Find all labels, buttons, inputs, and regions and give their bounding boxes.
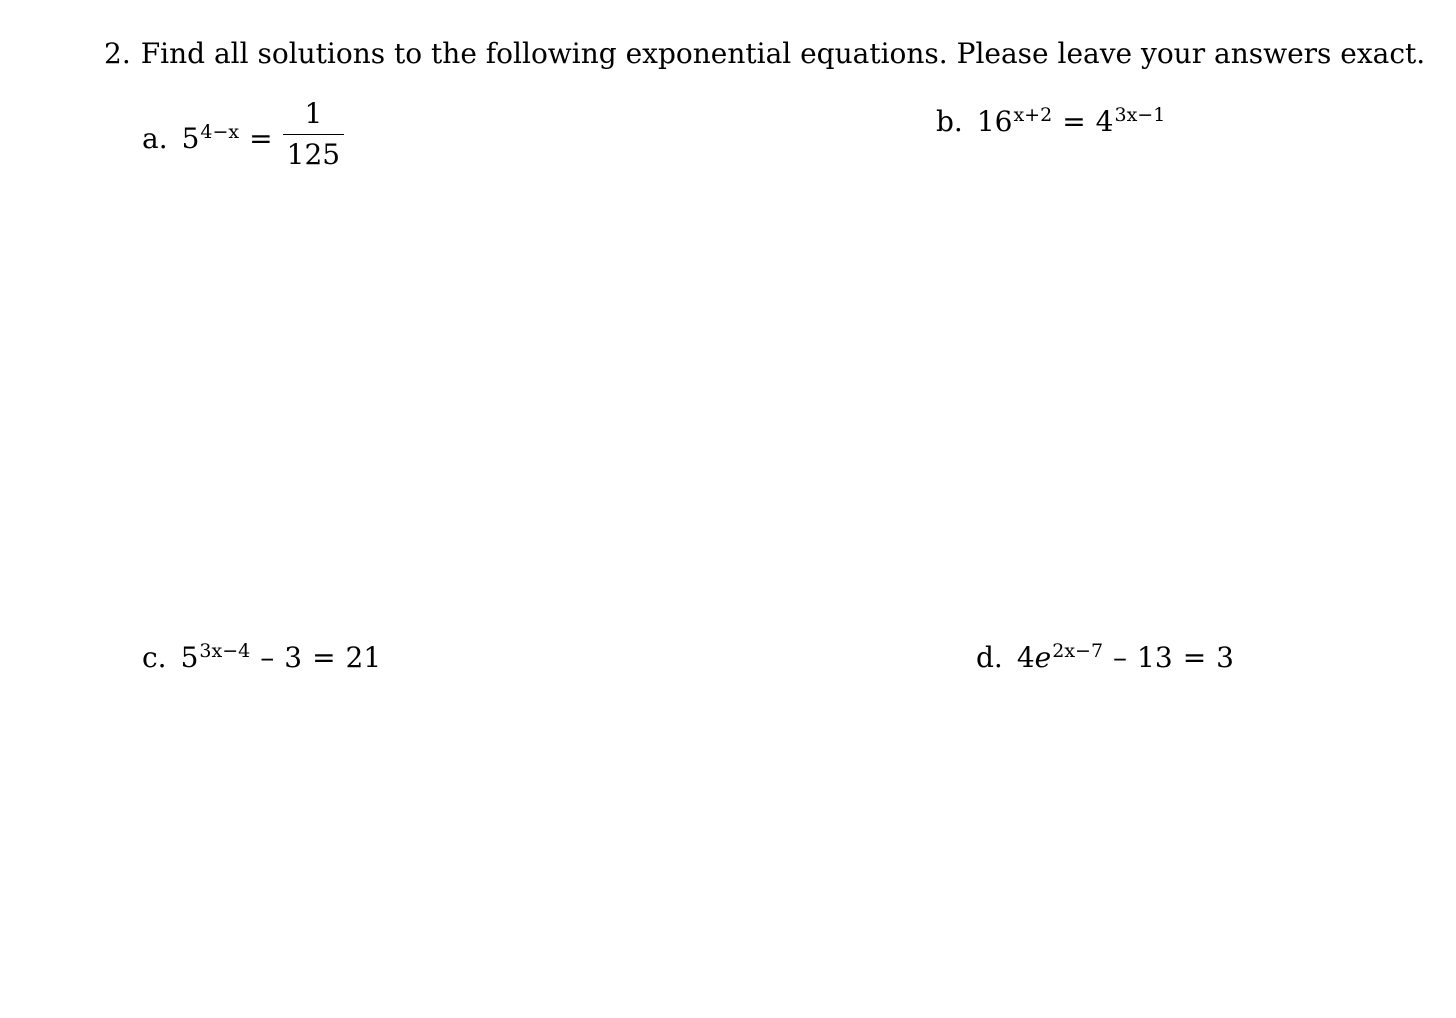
- problem-b-exponent-right: 3x−1: [1114, 104, 1166, 126]
- question-number: 2.: [104, 37, 131, 70]
- problem-c-equals: =: [312, 641, 336, 674]
- problem-d: [976, 640, 1234, 676]
- problem-d-minus: –: [1113, 641, 1128, 674]
- problem-c-label: c.: [142, 641, 167, 674]
- problem-d-label: d.: [976, 641, 1003, 674]
- problem-c-subtrahend: 3: [284, 641, 303, 674]
- problem-b-equals: =: [1062, 105, 1086, 138]
- problem-a: [142, 97, 344, 177]
- problem-d-equals: =: [1182, 641, 1207, 674]
- problem-d-base: e: [1034, 641, 1052, 674]
- problem-c-minus: –: [260, 641, 275, 674]
- problem-a-equals: =: [249, 122, 273, 155]
- problem-c-exponent: 3x−4: [199, 640, 251, 662]
- problem-d-exponent: 2x−7: [1052, 640, 1104, 662]
- problem-c: [142, 640, 381, 676]
- question-text: Find all solutions to the following exponential equations. Please leave your answers exact.: [140, 37, 1426, 70]
- problem-b-base-left: 16: [976, 105, 1013, 138]
- problem-b-base-right: 4: [1095, 105, 1114, 138]
- problem-b-label: b.: [936, 105, 963, 138]
- question-heading: [104, 36, 1425, 72]
- fraction-bar: [283, 134, 344, 135]
- problem-a-fraction: [283, 98, 344, 171]
- problem-d-rhs: 3: [1216, 641, 1234, 674]
- problem-a-numerator: 1: [304, 97, 323, 130]
- problem-a-denominator: 125: [286, 138, 341, 171]
- problem-c-base: 5: [180, 641, 199, 674]
- problem-d-subtrahend: 13: [1137, 641, 1173, 674]
- problem-b-exponent-left: x+2: [1013, 104, 1053, 126]
- problem-d-coefficient: 4: [1016, 641, 1035, 674]
- problem-b: [936, 104, 1165, 140]
- problem-a-exponent: 4−x: [200, 121, 240, 143]
- problem-a-base: 5: [181, 122, 200, 155]
- problem-a-label: a.: [142, 122, 168, 155]
- problem-c-rhs: 21: [345, 641, 382, 674]
